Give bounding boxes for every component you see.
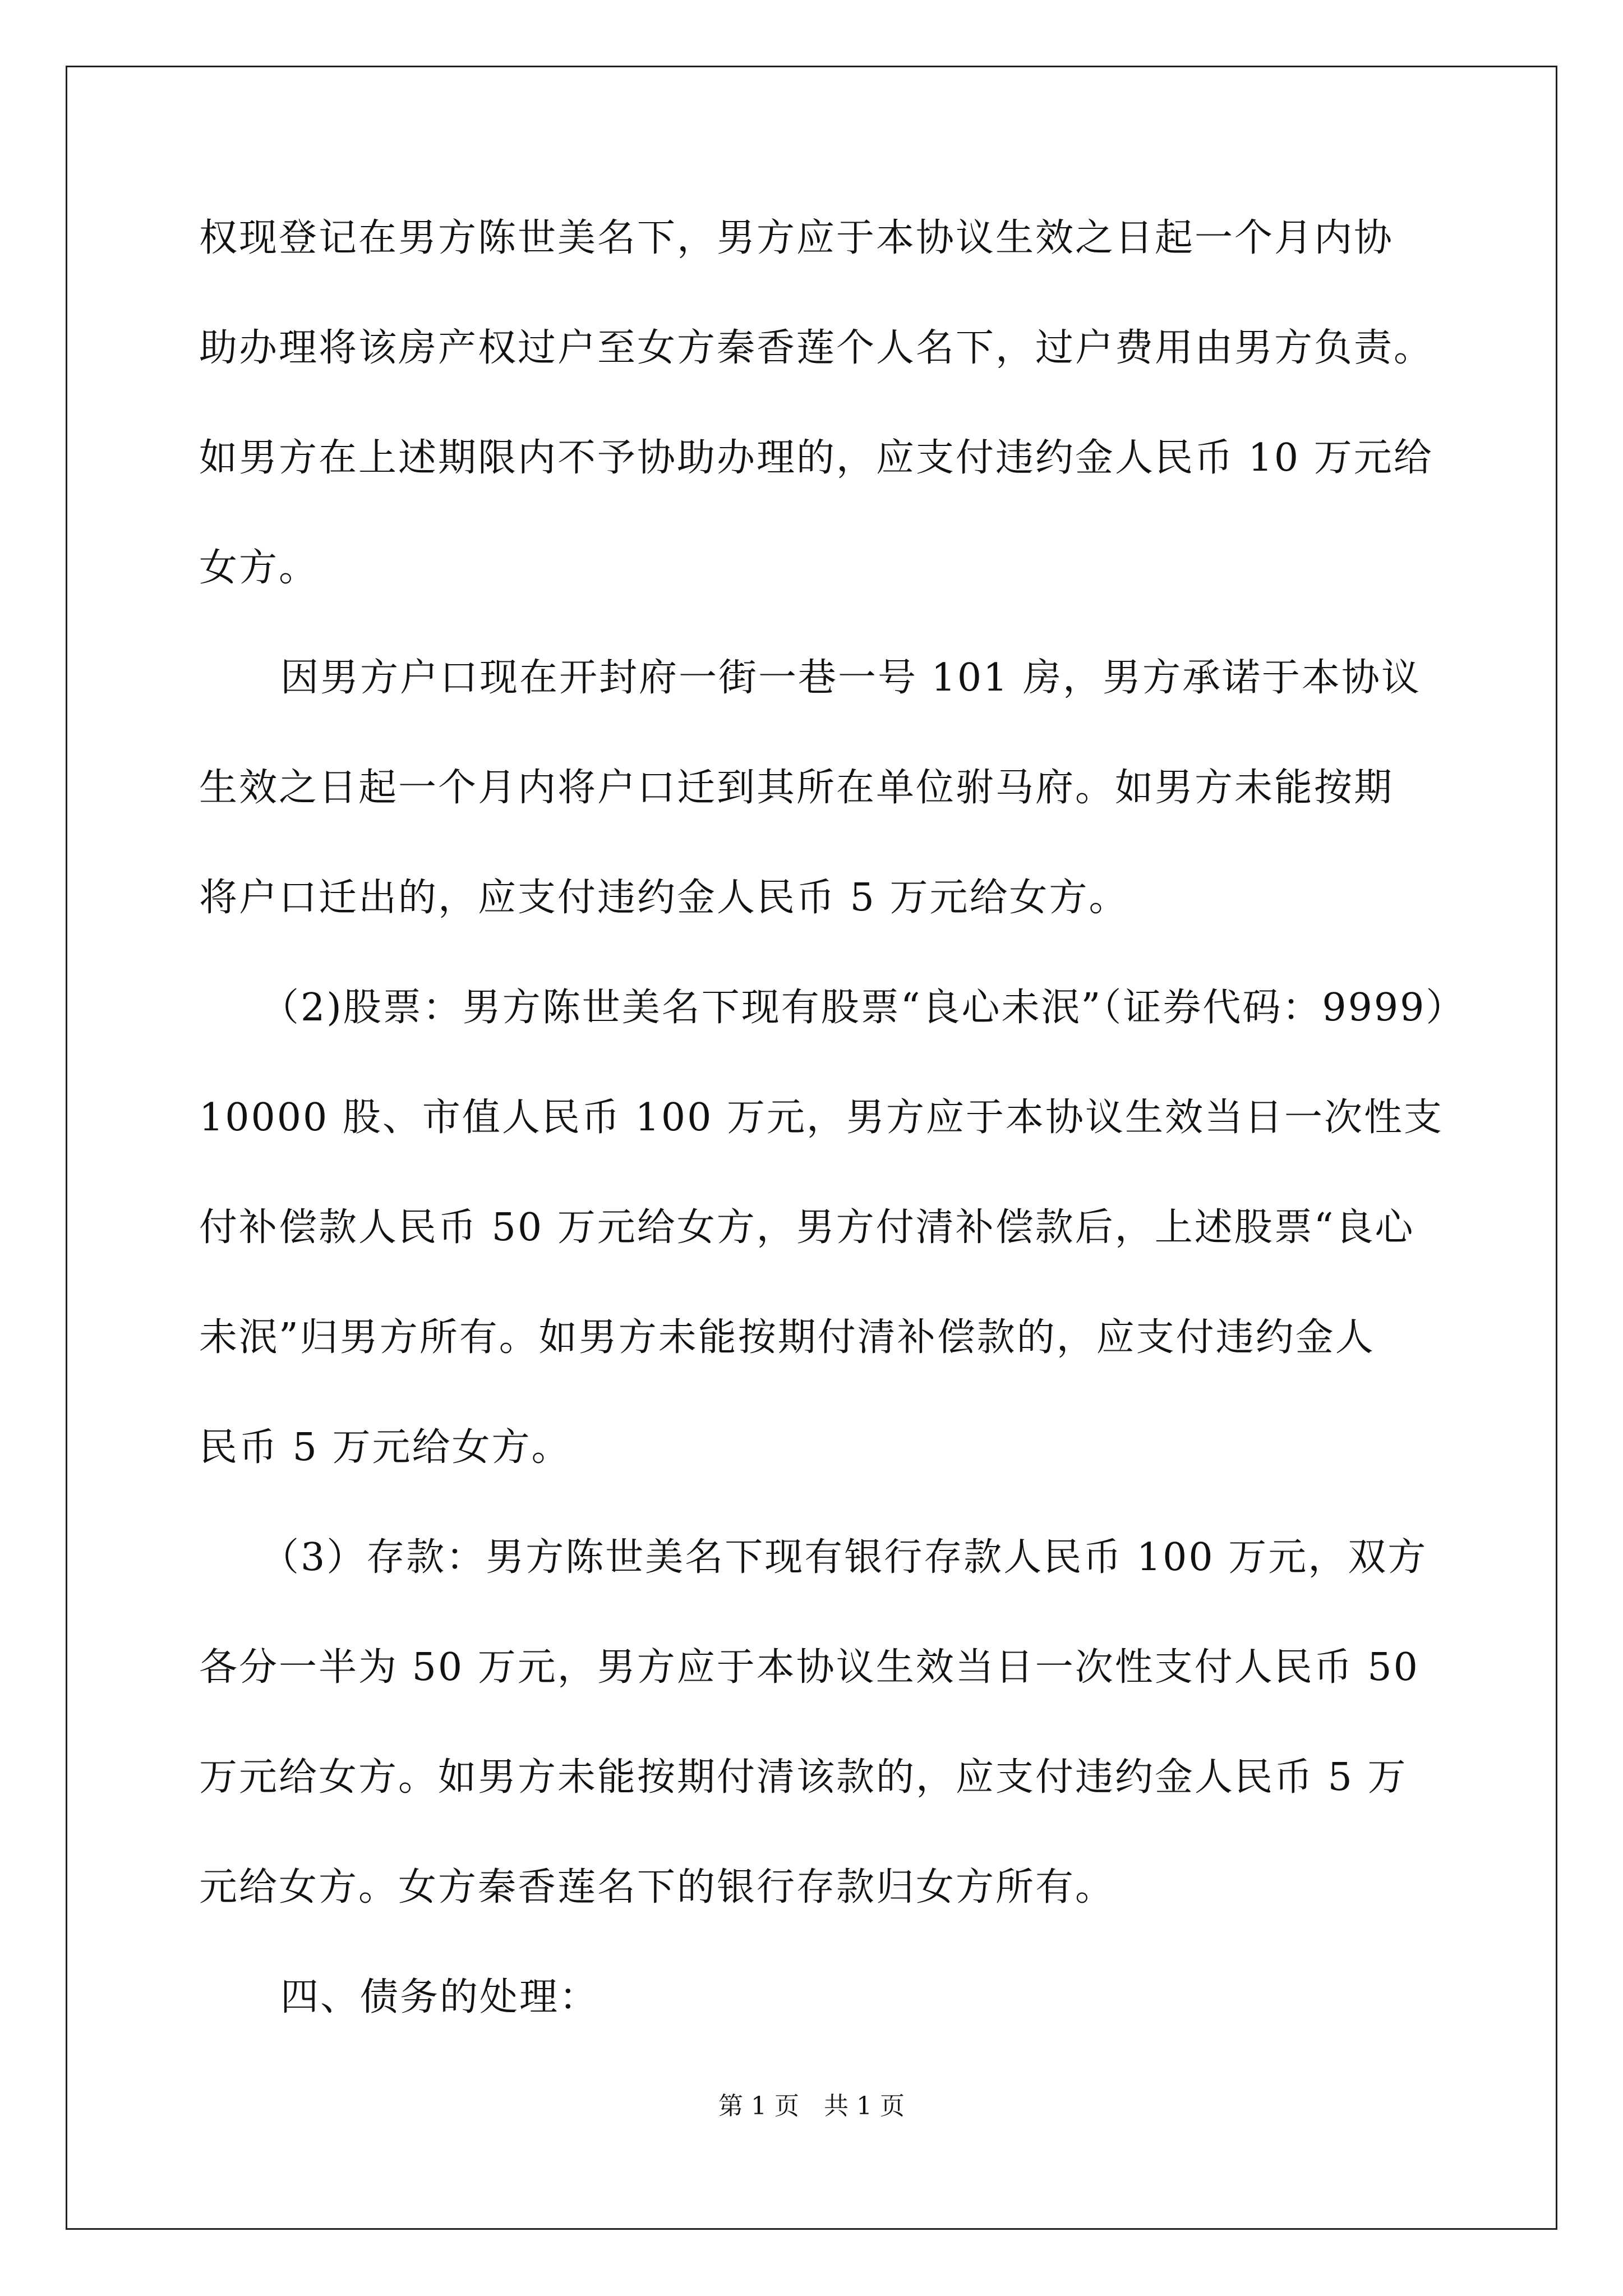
text-line: （3）存款：男方陈世美名下现有银行存款人民币 100 万元，双方 (261, 1535, 1428, 1580)
text-line: 元给女方。女方秦香莲名下的银行存款归女方所有。 (199, 1865, 1115, 1910)
text-line: （2)股票：男方陈世美名下现有股票“良心未泯”（证券代码：9999） (261, 986, 1466, 1030)
text-line: 付补偿款人民币 50 万元给女方，男方付清补偿款后，上述股票“良心 (199, 1205, 1415, 1250)
text-line: 因男方户口现在开封府一街一巷一号 101 房，男方承诺于本协议 (280, 656, 1422, 700)
text-line: 女方。 (199, 546, 319, 590)
text-line: 助办理将该房产权过户至女方秦香莲个人名下，过户费用由男方负责。 (199, 326, 1434, 370)
text-line: 10000 股、市值人民币 100 万元，男方应于本协议生效当日一次性支 (199, 1096, 1444, 1140)
text-line: 权现登记在男方陈世美名下，男方应于本协议生效之日起一个月内协 (199, 216, 1394, 260)
text-line: 民币 5 万元给女方。 (199, 1425, 571, 1470)
text-line: 生效之日起一个月内将户口迁到其所在单位驸马府。如男方未能按期 (199, 766, 1394, 810)
text-line: 如男方在上述期限内不予协助办理的，应支付违约金人民币 10 万元给 (199, 436, 1433, 480)
text-line: 将户口迁出的，应支付违约金人民币 5 万元给女方。 (199, 876, 1129, 920)
text-line: 各分一半为 50 万元，男方应于本协议生效当日一次性支付人民币 50 (199, 1645, 1419, 1690)
text-line: 万元给女方。如男方未能按期付清该款的，应支付违约金人民币 5 万 (199, 1755, 1408, 1800)
section-heading: 四、债务的处理： (280, 1975, 600, 2019)
text-line: 未泯”归男方所有。如男方未能按期付清补偿款的，应支付违约金人 (199, 1315, 1375, 1360)
page-number-footer: 第 1 页 共 1 页 (718, 2092, 905, 2120)
